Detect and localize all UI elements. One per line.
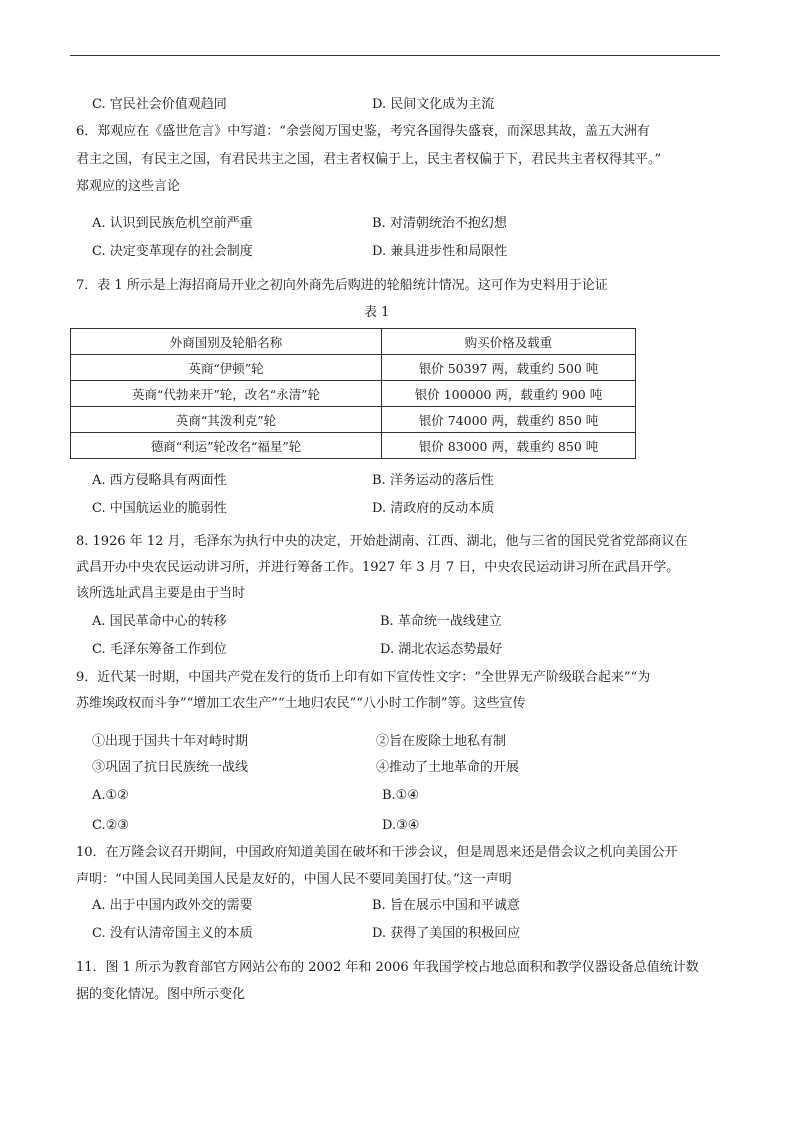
q11-stem-line-2: 据的变化情况。图中所示变化 bbox=[76, 987, 246, 1002]
q9-statement-1: ①出现于国共十年对峙时期 bbox=[92, 734, 249, 749]
table-cell: 银价 50397 两，载重约 500 吨 bbox=[382, 355, 636, 381]
q10-option-c: C. 没有认清帝国主义的本质 bbox=[92, 926, 253, 941]
q8-option-c: C. 毛泽东筹备工作到位 bbox=[92, 642, 227, 657]
q9-option-a: A.①② bbox=[92, 788, 129, 803]
table-header-cell: 购买价格及载重 bbox=[382, 329, 636, 355]
table-cell: 德商“利运”轮改名“福星”轮 bbox=[71, 433, 382, 459]
q6-option-a: A. 认识到民族危机空前严重 bbox=[92, 216, 253, 231]
q5-option-c: C. 官民社会价值观趋同 bbox=[92, 97, 227, 112]
table-row bbox=[71, 381, 636, 407]
table-row bbox=[71, 407, 636, 433]
q9-statement-3: ③巩固了抗日民族统一战线 bbox=[92, 760, 249, 775]
q10-stem-line-1: 10．在万隆会议召开期间，中国政府知道美国在破坏和干涉会议，但是周恩来还是借会议之机向美国公开 bbox=[76, 845, 678, 860]
table-cell: 银价 100000 两，载重约 900 吨 bbox=[382, 381, 636, 407]
q6-option-c: C. 决定变革现存的社会制度 bbox=[92, 244, 253, 259]
table-cell: 银价 74000 两，载重约 850 吨 bbox=[382, 407, 636, 433]
q8-stem-line-2: 武昌开办中央农民运动讲习所，并进行筹备工作。1927 年 3 月 7 日，中央农民运动讲习所在武昌开学。 bbox=[76, 560, 680, 575]
table-cell: 英商“其泼利克”轮 bbox=[71, 407, 382, 433]
table-row bbox=[71, 433, 636, 459]
q9-option-c: C.②③ bbox=[92, 818, 129, 833]
q8-option-b: B. 革命统一战线建立 bbox=[380, 614, 502, 629]
q10-option-d: D. 获得了美国的积极回应 bbox=[372, 926, 521, 941]
q9-stem-line-1: 9．近代某一时期，中国共产党在发行的货币上印有如下宣传性文字：“全世界无产阶级联合起来”“为 bbox=[76, 670, 651, 685]
q7-option-d: D. 清政府的反动本质 bbox=[372, 501, 495, 516]
q6-option-d: D. 兼具进步性和局限性 bbox=[372, 244, 508, 259]
table-cell: 银价 83000 两，载重约 850 吨 bbox=[382, 433, 636, 459]
table-header-row bbox=[71, 329, 636, 355]
table-row bbox=[71, 355, 636, 381]
q6-stem-line-2: 君主之国，有民主之国，有君民共主之国，君主者权偏于上，民主者权偏于下，君民共主者权得其平。” bbox=[76, 152, 662, 167]
q7-option-c: C. 中国航运业的脆弱性 bbox=[92, 501, 227, 516]
q5-option-d: D. 民间文化成为主流 bbox=[372, 97, 495, 112]
table-caption: 表 1 bbox=[364, 305, 390, 320]
q8-stem-line-3: 该所选址武昌主要是由于当时 bbox=[76, 586, 246, 601]
ship-table bbox=[70, 328, 636, 459]
q11-stem-line-1: 11．图 1 所示为教育部官方网站公布的 2002 年和 2006 年我国学校占地总面积和教学仪器设备总值统计数 bbox=[76, 960, 699, 975]
header-rule bbox=[70, 55, 720, 56]
q9-option-d: D.③④ bbox=[382, 818, 420, 833]
q9-option-b: B.①④ bbox=[382, 788, 419, 803]
table-header-cell: 外商国别及轮船名称 bbox=[71, 329, 382, 355]
q8-option-a: A. 国民革命中心的转移 bbox=[92, 614, 227, 629]
q9-statement-4: ④推动了土地革命的开展 bbox=[376, 760, 520, 775]
q7-option-a: A. 西方侵略具有两面性 bbox=[92, 473, 227, 488]
q8-stem-line-1: 8. 1926 年 12 月，毛泽东为执行中央的决定，开始赴湖南、江西、湖北，他与三省的国民党省党部商议在 bbox=[76, 534, 688, 549]
q10-option-b: B. 旨在展示中国和平诚意 bbox=[372, 898, 520, 913]
q6-stem-line-3: 郑观应的这些言论 bbox=[76, 179, 181, 194]
q6-option-b: B. 对清朝统治不抱幻想 bbox=[372, 216, 507, 231]
q8-option-d: D. 湖北农运态势最好 bbox=[380, 642, 503, 657]
table-cell: 英商“代勃来开”轮，改名“永清”轮 bbox=[71, 381, 382, 407]
q7-stem: 7．表 1 所示是上海招商局开业之初向外商先后购进的轮船统计情况。这可作为史料用于论证 bbox=[76, 278, 608, 293]
q7-option-b: B. 洋务运动的落后性 bbox=[372, 473, 494, 488]
q10-option-a: A. 出于中国内政外交的需要 bbox=[92, 898, 253, 913]
q9-statement-2: ②旨在废除土地私有制 bbox=[376, 734, 507, 749]
q9-stem-line-2: 苏维埃政权而斗争”“增加工农生产”“土地归农民”“八小时工作制”等。这些宣传 bbox=[76, 696, 526, 711]
q6-stem-line-1: 6．郑观应在《盛世危言》中写道：“余尝阅万国史鉴，考究各国得失盛衰，而深思其故，盖五大洲有 bbox=[76, 124, 650, 139]
table-cell: 英商“伊顿”轮 bbox=[71, 355, 382, 381]
q10-stem-line-2: 声明：“中国人民同美国人民是友好的，中国人民不要同美国打仗。”这一声明 bbox=[76, 872, 512, 887]
